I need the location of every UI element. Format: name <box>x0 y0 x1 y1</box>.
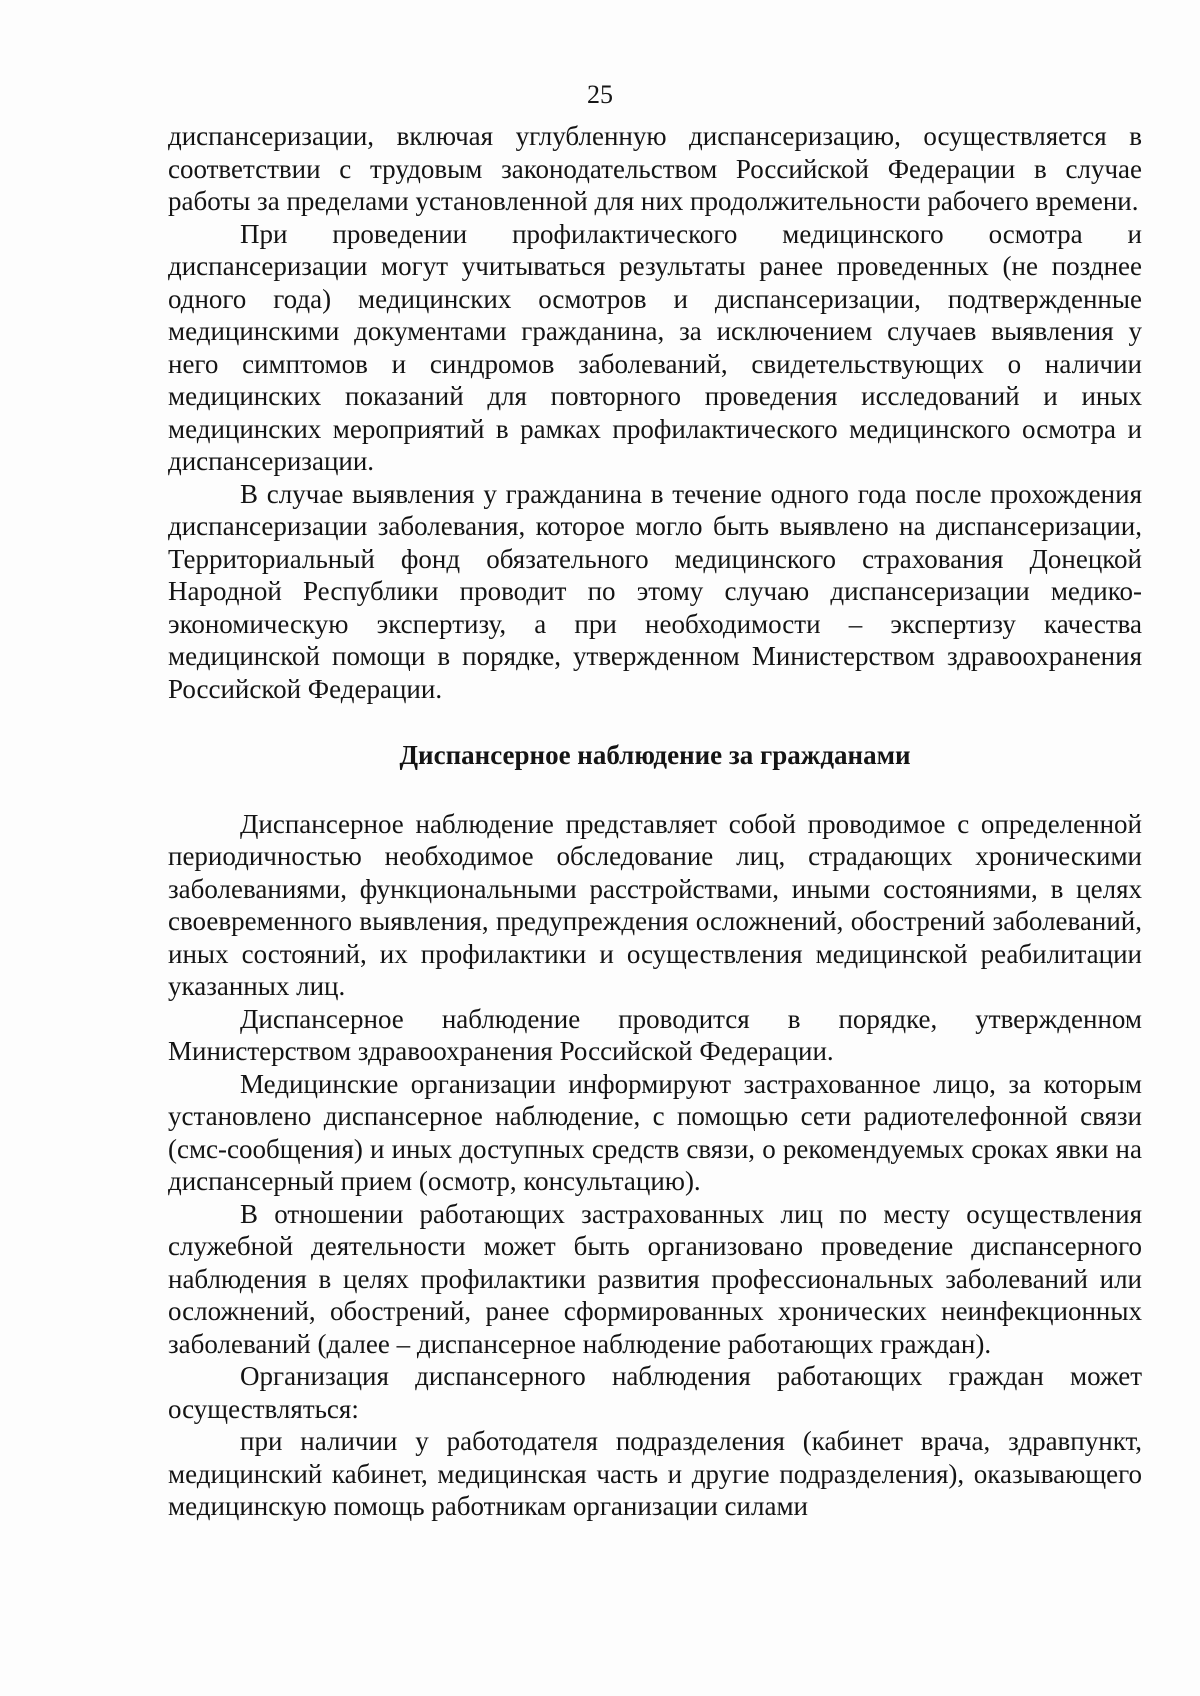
paragraph: Диспансерное наблюдение представляет собой проводимое с определенной периодичностью необходимое обследование лиц, страдающих хроническими заболеваниями, функциональными расстройствами, иными состояниями, в целях своевременного выявления, предупреждения осложнений, обострений заболеваний, иных состояний, их профилактики и осуществления медицинской реабилитации указанных лиц. <box>168 808 1142 1001</box>
paragraph: Диспансерное наблюдение проводится в порядке, утвержденном Министерством здравоохранения Российской Федерации. <box>168 1003 1142 1066</box>
document-body <box>168 120 1142 1523</box>
paragraph: при наличии у работодателя подразделения (кабинет врача, здравпункт, медицинский кабинет, медицинская часть и другие подразделения), оказывающего медицинскую помощь работникам организации силами <box>168 1426 1142 1521</box>
paragraph: В случае выявления у гражданина в течение одного года после прохождения диспансеризации заболевания, которое могло быть выявлено на диспансеризации, Территориальный фонд обязательного медицинского страхования Донецкой Народной Республики проводит по этому случаю диспансеризации медико-экономическую экспертизу, а при необходимости – экспертизу качества медицинской помощи в порядке, утвержденном Министерством здравоохранения Российской Федерации. <box>168 478 1142 704</box>
paragraph-continuation: диспансеризации, включая углубленную диспансеризацию, осуществляется в соответствии с трудовым законодательством Российской Федерации в случае работы за пределами установленной для них продолжительности рабочего времени. <box>168 121 1142 216</box>
page-number: 25 <box>587 80 613 109</box>
paragraph: В отношении работающих застрахованных лиц по месту осуществления служебной деятельности может быть организовано проведение диспансерного наблюдения в целях профилактики развития профессиональных заболеваний или осложнений, обострений, ранее сформированных хронических неинфекционных заболеваний (далее – диспансерное наблюдение работающих граждан). <box>168 1198 1142 1359</box>
section-heading: Диспансерное наблюдение за гражданами <box>399 740 911 770</box>
paragraph: Медицинские организации информируют застрахованное лицо, за которым установлено диспансерное наблюдение, с помощью сети радиотелефонной связи (смс-сообщения) и иных доступных средств связи, о рекомендуемых сроках явки на диспансерный прием (осмотр, консультацию). <box>168 1068 1142 1196</box>
paragraph: При проведении профилактического медицинского осмотра и диспансеризации могут учитываться результаты ранее проведенных (не позднее одного года) медицинских осмотров и диспансеризации, подтвержденные медицинскими документами гражданина, за исключением случаев выявления у него симптомов и синдромов заболеваний, свидетельствующих о наличии медицинских показаний для повторного проведения исследований и иных медицинских мероприятий в рамках профилактического медицинского осмотра и диспансеризации. <box>168 218 1142 476</box>
paragraph: Организация диспансерного наблюдения работающих граждан может осуществляться: <box>168 1361 1142 1424</box>
